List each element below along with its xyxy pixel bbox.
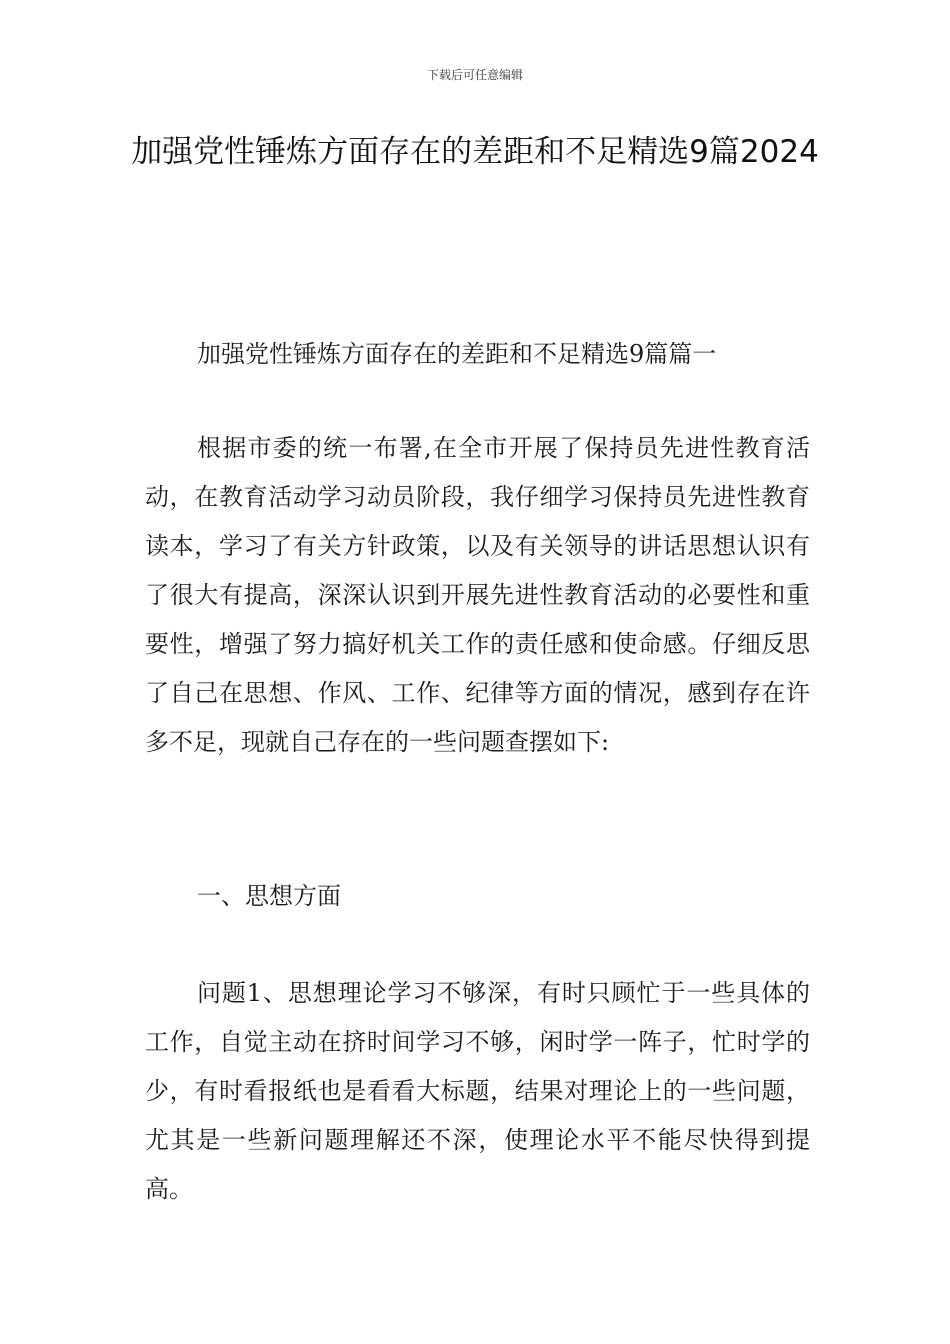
section-heading: 一、思想方面 [197, 882, 341, 910]
problem-paragraph: 问题1、思想理论学习不够深，有时只顾忙于一些具体的工作，自觉主动在挤时间学习不够，闲时学一阵子，忙时学的少，有时看报纸也是看看大标题，结果对理论上的一些问题，尤其是一些新问题理解还不深，使理论水平不能尽快得到提高。 [145, 979, 810, 1203]
subtitle-block [145, 330, 810, 379]
problem-block [145, 969, 810, 1214]
header-note: 下载后可任意编辑 [426, 68, 523, 82]
intro-block [145, 424, 810, 767]
subtitle: 加强党性锤炼方面存在的差距和不足精选9篇篇一 [197, 340, 717, 368]
intro-paragraph: 根据市委的统一布署,在全市开展了保持员先进性教育活动，在教育活动学习动员阶段，我仔细学习保持员先进性教育读本，学习了有关方针政策，以及有关领导的讲话思想认识有了很大有提高，深深认识到开展先进性教育活动的必要性和重要性，增强了努力搞好机关工作的责任感和使命感。仔细反思了自己在思想、作风、工作、纪律等方面的情况，感到存在许多不足，现就自己存在的一些问题查摆如下: [145, 434, 810, 756]
document-title: 加强党性锤炼方面存在的差距和不足精选9篇2024 [131, 134, 819, 170]
section-heading-block [145, 872, 810, 921]
